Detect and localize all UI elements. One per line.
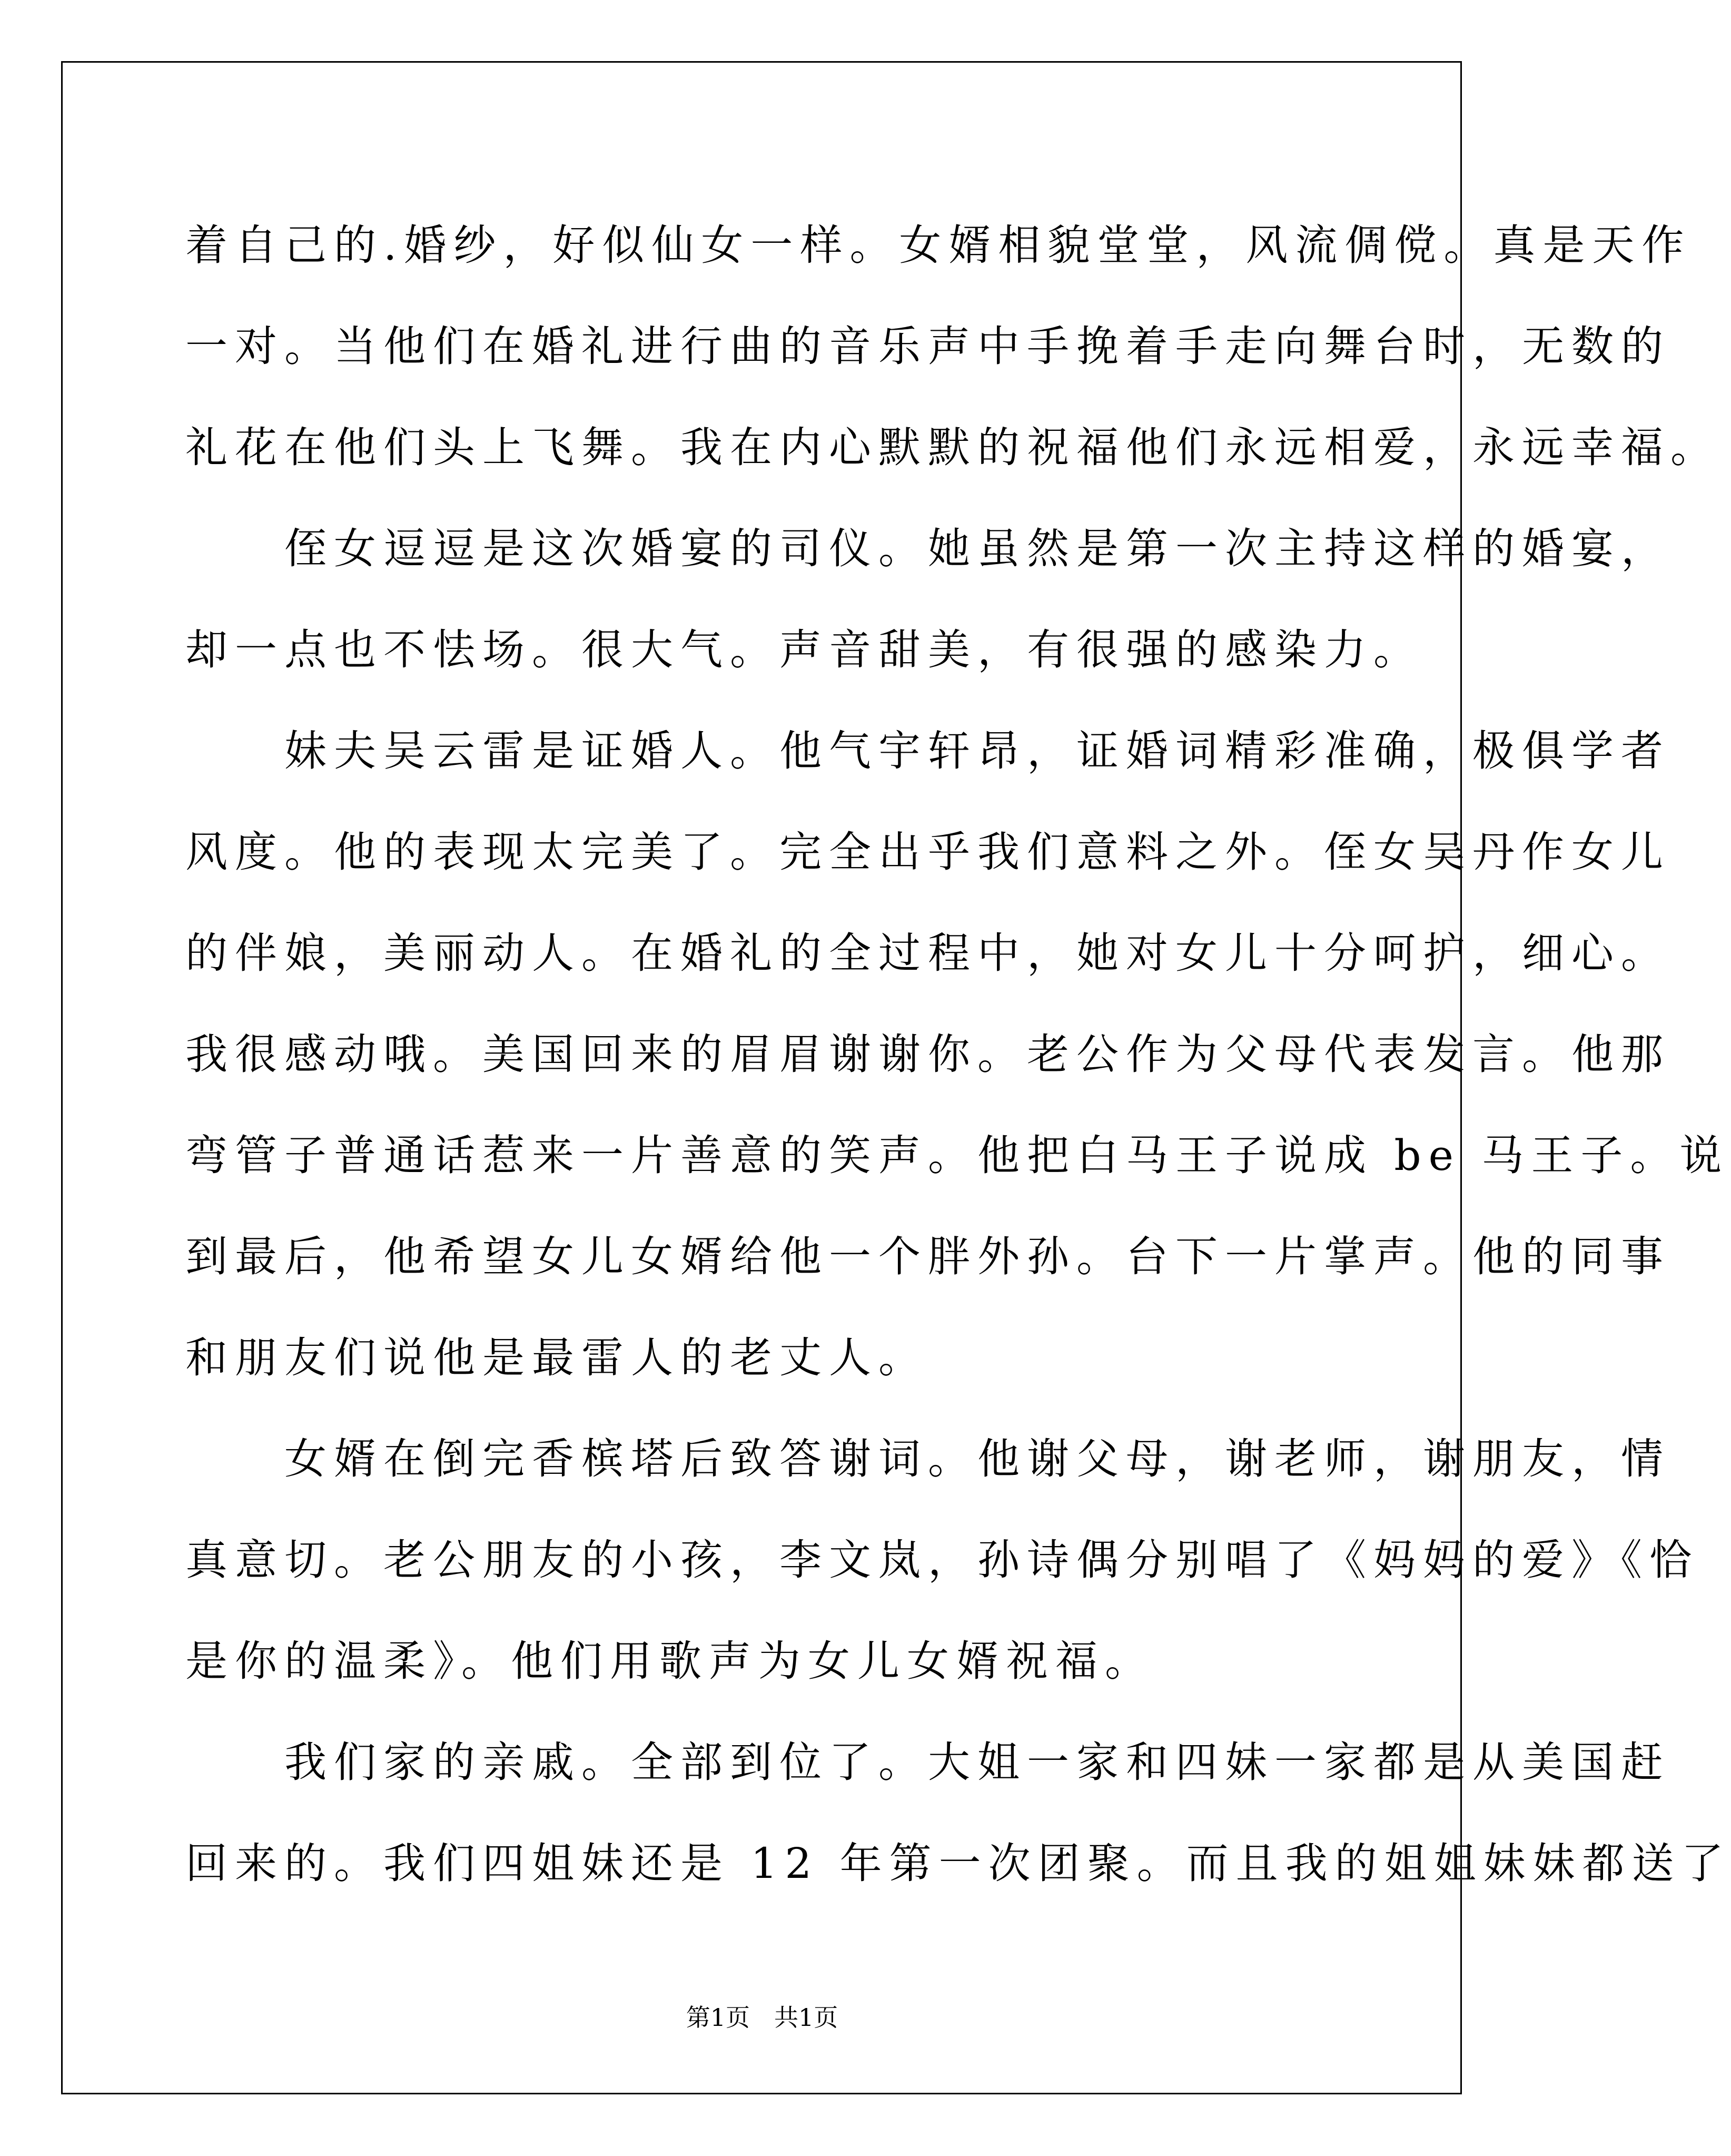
text-line: 弯管子普通话惹来一片善意的笑声。他把白马王子说成 be 马王子。说 [185,1131,1729,1180]
text-line: 我很感动哦。美国回来的眉眉谢谢你。老公作为父母代表发言。他那 [185,1030,1670,1079]
text-line: 礼花在他们头上飞舞。我在内心默默的祝福他们永远相爱，永远幸福。 [185,423,1720,472]
page-number-footer: 第1页 共1页 [686,2003,838,2032]
text-line: 到最后，他希望女儿女婿给他一个胖外孙。台下一片掌声。他的同事 [185,1232,1670,1281]
text-line: 妹夫吴云雷是证婚人。他气宇轩昂，证婚词精彩准确，极俱学者 [185,726,1670,775]
text-line: 女婿在倒完香槟塔后致答谢词。他谢父母，谢老师，谢朋友，情 [185,1434,1670,1483]
text-line: 是你的温柔》。他们用歌声为女儿女婿祝福。 [185,1637,1154,1686]
text-line: 一对。当他们在婚礼进行曲的音乐声中手挽着手走向舞台时，无数的 [185,322,1670,371]
text-line: 和朋友们说他是最雷人的老丈人。 [185,1333,928,1382]
document-body [185,195,1731,1914]
text-line: 风度。他的表现太完美了。完全出乎我们意料之外。侄女吴丹作女儿 [185,828,1670,877]
text-line: 的伴娘，美丽动人。在婚礼的全过程中，她对女儿十分呵护，细心。 [185,929,1670,978]
text-line: 回来的。我们四姐妹还是 12 年第一次团聚。而且我的姐姐妹妹都送了 [185,1839,1731,1888]
text-line: 着自己的.婚纱，好似仙女一样。女婿相貌堂堂，风流倜傥。真是天作 [185,221,1692,270]
text-line: 我们家的亲戚。全部到位了。大姐一家和四妹一家都是从美国赶 [185,1738,1670,1787]
text-line: 却一点也不怯场。很大气。声音甜美，有很强的感染力。 [185,625,1423,674]
text-line: 侄女逗逗是这次婚宴的司仪。她虽然是第一次主持这样的婚宴， [185,524,1670,573]
text-line: 真意切。老公朋友的小孩，李文岚，孙诗偶分别唱了《妈妈的爱》《恰 [185,1535,1699,1584]
